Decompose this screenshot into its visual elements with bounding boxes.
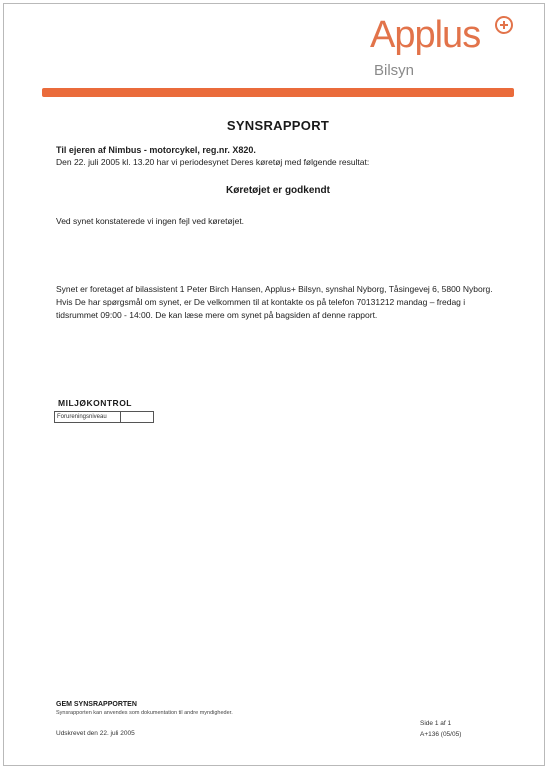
form-number: A+136 (05/05) (420, 731, 462, 738)
inspection-date-line: Den 22. juli 2005 kl. 13.20 har vi periodesynet Deres køretøj med følgende resultat: (56, 157, 370, 167)
inspection-info-paragraph: Synet er foretaget af bilassistent 1 Peter Birch Hansen, Applus+ Bilsyn, synshal Nyborg, Tåsingevej 6, 5800 Nyborg. Hvis De har spørgsmål om synet, er De velkommen til at kontakte os på telefon 70131212 mandag – fredag i tidsrummet 09:00 - 14:00. De kan læse mere om synet på bagsiden af denne rapport. (56, 284, 493, 320)
report-page (3, 3, 545, 766)
report-title: SYNSRAPPORT (226, 118, 330, 133)
inspection-result: Køretøjet er godkendt (226, 185, 330, 196)
logo-wordmark: Applus (370, 14, 481, 56)
save-report-heading: GEM SYNSRAPPORTEN (56, 701, 137, 708)
applus-logo (370, 12, 520, 82)
vehicle-id: Nimbus - motorcykel, reg.nr. X820. (108, 145, 256, 155)
page-number: Side 1 af 1 (420, 720, 452, 727)
pollution-level-label: Forureningsniveau (55, 412, 121, 422)
owner-prefix: Til ejeren af (56, 145, 109, 155)
printed-date: Udskrevet den 22. juli 2005 (56, 730, 135, 737)
logo-subtitle: Bilsyn (374, 62, 415, 79)
plus-circle-icon (495, 16, 513, 34)
no-fault-line: Ved synet konstaterede vi ingen fejl ved køretøjet. (56, 216, 245, 226)
pollution-level-value (121, 412, 153, 422)
miljo-table (54, 411, 154, 423)
miljo-section-title: MILJØKONTROL (58, 398, 132, 408)
save-report-note: Synsrapporten kan anvendes som dokumentation til andre myndigheder. (56, 710, 233, 716)
header-accent-bar (42, 88, 514, 97)
